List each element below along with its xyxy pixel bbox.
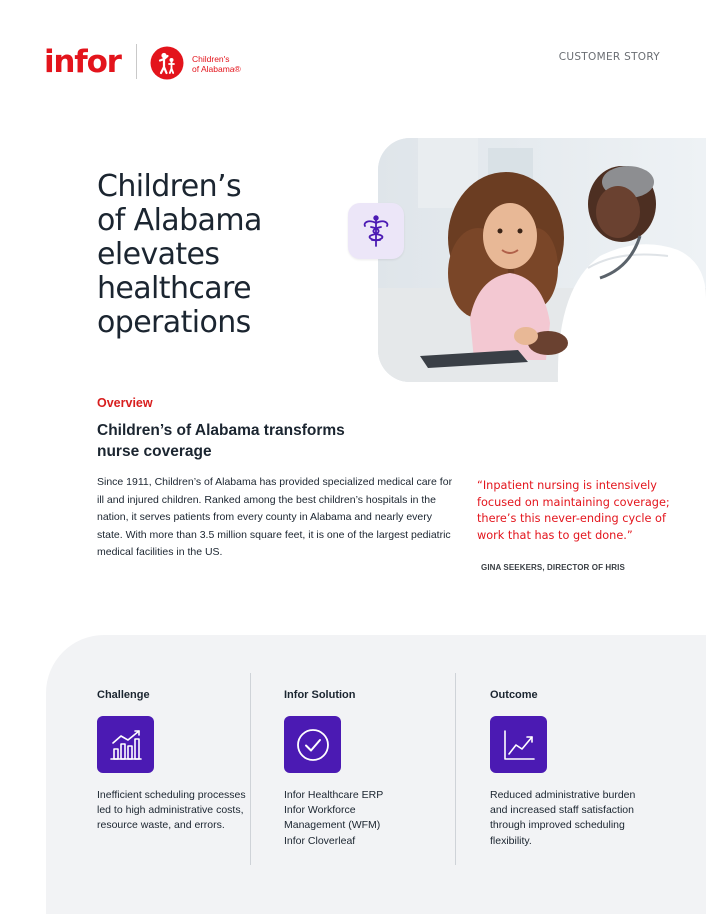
outcome-body: Reduced administrative burden and increased staff satisfaction through improved scheduling flexibility. bbox=[490, 789, 636, 847]
infor-logo: infor bbox=[44, 44, 121, 80]
logo-divider bbox=[136, 44, 137, 79]
caduceus-badge bbox=[348, 203, 404, 259]
hero-photo bbox=[378, 138, 706, 382]
checkmark-circle-icon bbox=[284, 716, 341, 773]
quote-attribution: GINA SEEKERS, DIRECTOR OF HRIS bbox=[481, 563, 625, 572]
challenge-body: Inefficient scheduling processes led to high administrative costs, resource waste, and errors. bbox=[97, 789, 246, 832]
page-title bbox=[97, 170, 347, 340]
partner-logo-text bbox=[192, 54, 241, 74]
title-line: healthcare bbox=[97, 271, 251, 306]
line-chart-icon bbox=[490, 716, 547, 773]
childrens-of-alabama-logo-icon bbox=[150, 46, 184, 80]
overview-body: Since 1911, Children’s of Alabama has provided specialized medical care for ill and injured children. Ranked among the best children’s hospitals in the nation, it serves patients from every county in Alabama and nearly every state. With more than 3.5 million square feet, it is one of the largest pediatric medical facilities in the US. bbox=[97, 476, 453, 559]
partner-logo-line-2: of Alabama® bbox=[192, 64, 241, 74]
summary-panel bbox=[46, 635, 706, 914]
overview-subheading: Children’s of Alabama transforms nurse coverage bbox=[97, 422, 345, 460]
column-divider bbox=[455, 673, 456, 865]
title-line: Children’s bbox=[97, 169, 241, 204]
outcome-heading: Outcome bbox=[490, 689, 538, 701]
title-line: operations bbox=[97, 305, 251, 340]
overview-label: Overview bbox=[97, 396, 153, 410]
title-line: elevates bbox=[97, 237, 220, 272]
partner-logo-line-1: Children's bbox=[192, 54, 230, 64]
solution-item: Infor Workforce Management (WFM) bbox=[284, 804, 381, 832]
column-divider bbox=[250, 673, 251, 865]
bar-chart-icon bbox=[97, 716, 154, 773]
caduceus-icon bbox=[360, 214, 392, 248]
challenge-heading: Challenge bbox=[97, 689, 150, 701]
solution-list bbox=[284, 788, 444, 849]
title-line: of Alabama bbox=[97, 203, 262, 238]
pull-quote: “Inpatient nursing is intensively focused on maintaining coverage; there’s this never-ending cycle of work that has to get done.” bbox=[477, 479, 670, 542]
document-type-label: CUSTOMER STORY bbox=[558, 51, 660, 63]
solution-heading: Infor Solution bbox=[284, 689, 356, 701]
solution-item: Infor Healthcare ERP bbox=[284, 789, 384, 801]
solution-item: Infor Cloverleaf bbox=[284, 834, 356, 847]
